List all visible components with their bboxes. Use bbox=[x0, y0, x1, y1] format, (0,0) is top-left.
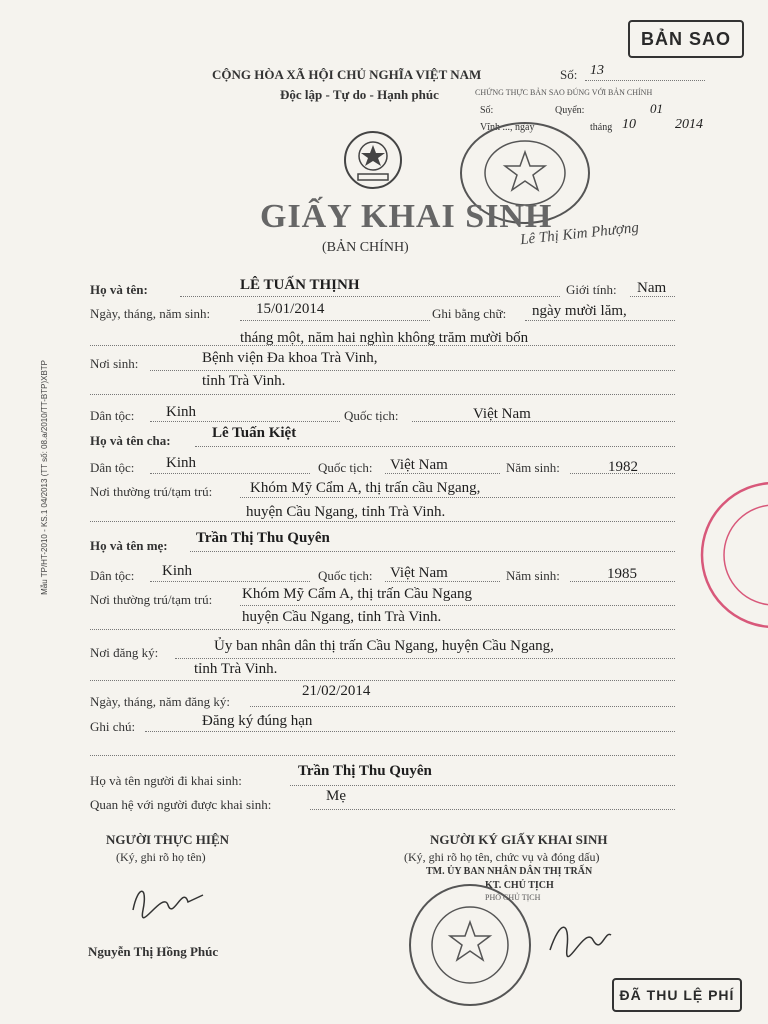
pob-label: Nơi sinh: bbox=[90, 356, 139, 371]
mother-name-dots bbox=[190, 551, 675, 552]
mother-birth-year-dots bbox=[570, 581, 675, 582]
right-signer-sub: (Ký, ghi rõ họ tên, chức vụ và đóng dấu) bbox=[404, 850, 600, 864]
dob-words-dots bbox=[525, 320, 675, 321]
mother-residence-2-dots bbox=[90, 629, 675, 630]
father-birth-year-label: Năm sinh: bbox=[506, 460, 560, 475]
father-residence-2: huyện Cầu Ngang, tỉnh Trà Vinh. bbox=[246, 504, 446, 520]
father-ethnic: Kinh bbox=[166, 455, 196, 471]
cert-signer-signature: Lê Thị Kim Phượng bbox=[519, 219, 640, 249]
mother-residence-2: huyện Cầu Ngang, tỉnh Trà Vinh. bbox=[242, 609, 442, 625]
child-ethnic-label: Dân tộc: bbox=[90, 408, 135, 423]
left-signer-title: NGƯỜI THỰC HIỆN bbox=[106, 832, 230, 847]
child-nationality-dots bbox=[412, 421, 675, 422]
reg-date: 21/02/2014 bbox=[302, 683, 371, 699]
pob-dots bbox=[150, 370, 675, 371]
mother-residence-label: Nơi thường trú/tạm trú: bbox=[90, 592, 213, 607]
relation-label: Quan hệ với người được khai sinh: bbox=[90, 797, 272, 812]
dob-words-2-dots bbox=[90, 345, 675, 346]
father-residence-dots bbox=[240, 497, 675, 498]
thang-value: 10 bbox=[622, 117, 636, 132]
mother-nationality: Việt Nam bbox=[390, 565, 448, 581]
note-label: Ghi chú: bbox=[90, 719, 136, 734]
mother-birth-year-label: Năm sinh: bbox=[506, 568, 560, 583]
child-name: LÊ TUẤN THỊNH bbox=[240, 277, 360, 293]
child-ethnic-dots bbox=[150, 421, 340, 422]
right-signer-title: NGƯỜI KÝ GIẤY KHAI SINH bbox=[430, 832, 608, 847]
official-seal-bottom bbox=[405, 880, 535, 1010]
republic-heading: CỘNG HÒA XÃ HỘI CHỦ NGHĨA VIỆT NAM bbox=[212, 67, 482, 82]
right-signature-icon bbox=[545, 910, 615, 960]
motto: Độc lập - Tự do - Hạnh phúc bbox=[280, 87, 439, 102]
document-title: GIẤY KHAI SINH bbox=[260, 198, 553, 235]
child-gender: Nam bbox=[637, 280, 667, 296]
mother-nationality-dots bbox=[385, 581, 500, 582]
mother-residence-1: Khóm Mỹ Cẩm A, thị trấn Cầu Ngang bbox=[242, 586, 472, 602]
father-birth-year: 1982 bbox=[608, 459, 638, 475]
father-name: Lê Tuấn Kiệt bbox=[212, 425, 297, 441]
reg-date-label: Ngày, tháng, năm đăng ký: bbox=[90, 694, 230, 709]
so-value: 13 bbox=[590, 63, 604, 78]
father-residence-2-dots bbox=[90, 521, 675, 522]
year-value: 2014 bbox=[675, 117, 703, 132]
child-nationality: Việt Nam bbox=[473, 406, 531, 422]
dob-words-2: tháng một, năm hai nghìn không trăm mười bốn bbox=[240, 330, 529, 346]
fee-stamp-label: ĐÃ THU LỆ PHÍ bbox=[619, 987, 735, 1003]
relation-dots bbox=[310, 809, 675, 810]
pob-2: tỉnh Trà Vinh. bbox=[202, 373, 286, 389]
document-subtitle: (BẢN CHÍNH) bbox=[322, 240, 409, 255]
note-2-dots bbox=[90, 755, 675, 756]
mother-ethnic-dots bbox=[150, 581, 310, 582]
mother-ethnic: Kinh bbox=[162, 563, 192, 579]
father-name-dots bbox=[195, 446, 675, 447]
quyen-label: Quyển: bbox=[555, 105, 585, 116]
father-nationality-label: Quốc tịch: bbox=[318, 460, 373, 475]
pob-1: Bệnh viện Đa khoa Trà Vinh, bbox=[202, 350, 378, 366]
so-label: Số: bbox=[560, 67, 578, 82]
copy-badge-label: BẢN SAO bbox=[640, 28, 731, 49]
declarant-name: Trần Thị Thu Quyên bbox=[298, 763, 432, 779]
reg-place-2: tỉnh Trà Vinh. bbox=[194, 661, 278, 677]
declarant-dots bbox=[290, 785, 675, 786]
gender-label: Giới tính: bbox=[566, 282, 617, 297]
child-name-label: Họ và tên: bbox=[90, 282, 148, 297]
mother-residence-dots bbox=[240, 605, 675, 606]
reg-place-label: Nơi đăng ký: bbox=[90, 645, 159, 660]
reg-place-dots bbox=[175, 658, 675, 659]
note-dots bbox=[145, 731, 675, 732]
so-dots bbox=[585, 80, 705, 81]
mother-ethnic-label: Dân tộc: bbox=[90, 568, 135, 583]
father-name-label: Họ và tên cha: bbox=[90, 433, 171, 448]
right-signer-role: KT. CHỦ TỊCH bbox=[485, 880, 554, 891]
note-value: Đăng ký đúng hạn bbox=[202, 713, 313, 729]
father-nationality: Việt Nam bbox=[390, 457, 448, 473]
right-signer-org: TM. ỦY BAN NHÂN DÂN THỊ TRẤN bbox=[426, 866, 593, 877]
declarant-label: Họ và tên người đi khai sinh: bbox=[90, 773, 242, 788]
cert-date-label: Vĩnh ..., ngày bbox=[480, 122, 535, 133]
left-signature-icon bbox=[128, 880, 208, 920]
copy-badge bbox=[628, 20, 744, 58]
so2-label: Số: bbox=[480, 105, 494, 116]
father-nationality-dots bbox=[385, 473, 500, 474]
left-signer-name: Nguyễn Thị Hồng Phúc bbox=[88, 944, 219, 959]
reg-place-1: Ủy ban nhân dân thị trấn Cầu Ngang, huyện Cầu Ngang, bbox=[214, 638, 554, 654]
mother-name-label: Họ và tên mẹ: bbox=[90, 538, 168, 553]
father-residence-1: Khóm Mỹ Cẩm A, thị trấn cầu Ngang, bbox=[250, 480, 481, 496]
relation-value: Mẹ bbox=[326, 788, 346, 804]
form-code-sidebar: Mẫu TP/HT-2010 - KS.1 04/2013 (TT số: 08.a/2010/TT-BTP)XBTP bbox=[40, 360, 49, 595]
child-nationality-label: Quốc tịch: bbox=[344, 408, 399, 423]
dob-words-label: Ghi bằng chữ: bbox=[432, 306, 507, 321]
father-ethnic-dots bbox=[150, 473, 310, 474]
reg-date-dots bbox=[250, 706, 675, 707]
left-signer-sub: (Ký, ghi rõ họ tên) bbox=[116, 850, 206, 864]
father-birth-year-dots bbox=[570, 473, 675, 474]
child-ethnic: Kinh bbox=[166, 404, 196, 420]
dob-words-1: ngày mười lăm, bbox=[532, 303, 627, 319]
reg-place-2-dots bbox=[90, 680, 675, 681]
gender-dots bbox=[630, 296, 675, 297]
national-emblem-icon bbox=[340, 128, 406, 192]
quyen-value: 01 bbox=[650, 101, 663, 116]
mother-nationality-label: Quốc tịch: bbox=[318, 568, 373, 583]
dob-dots bbox=[240, 320, 430, 321]
dob-label: Ngày, tháng, năm sinh: bbox=[90, 306, 211, 321]
mother-birth-year: 1985 bbox=[607, 566, 637, 582]
child-dob: 15/01/2014 bbox=[256, 301, 325, 317]
fee-stamp bbox=[612, 978, 742, 1012]
certification-line: CHỨNG THỰC BẢN SAO ĐÚNG VỚI BẢN CHÍNH bbox=[475, 88, 653, 97]
thang-label: tháng bbox=[590, 122, 613, 133]
pob-2-dots bbox=[90, 394, 675, 395]
right-signer-role2: PHÓ CHỦ TỊCH bbox=[485, 893, 541, 902]
child-name-dots bbox=[180, 296, 560, 297]
father-ethnic-label: Dân tộc: bbox=[90, 460, 135, 475]
father-residence-label: Nơi thường trú/tạm trú: bbox=[90, 484, 213, 499]
red-stamp-icon bbox=[694, 470, 768, 640]
mother-name: Trần Thị Thu Quyên bbox=[196, 530, 330, 546]
